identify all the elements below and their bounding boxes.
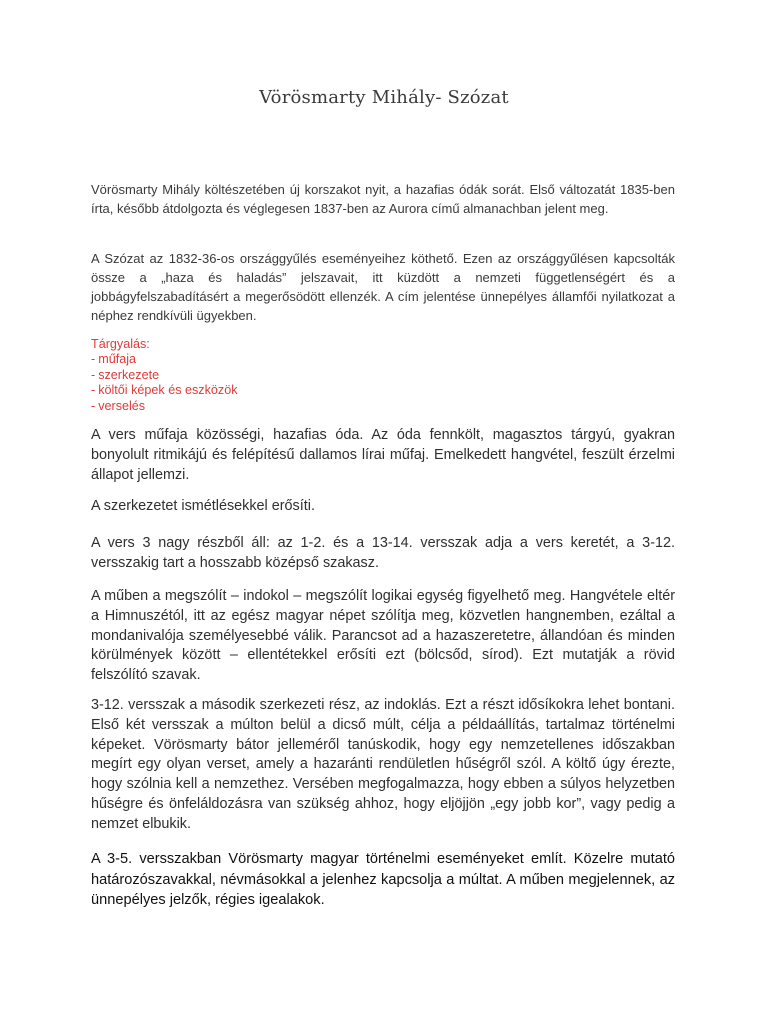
topic-item-label: műfaja (98, 352, 137, 367)
topics-heading: Tárgyalás: (91, 337, 150, 351)
intro-paragraph-2: A Szózat az 1832-36-os országgyűlés eseményeihez köthető. Ezen az országgyűlésen kapcsolták össze a „haza és haladás” jelszavait, itt küzdött a nemzeti függetlenségért és a jobbágyfelszabadításért a megerősödött ellenzék. A cím jelentése ünnepélyes államfői nyilatkozat a néphez rendkívüli ügyekben. (91, 251, 675, 323)
body-paragraph-parts: A vers 3 nagy részből áll: az 1-2. és a 13-14. versszak adja a vers keretét, a 3-12. versszakig tart a hosszabb középső szakasz. (91, 535, 675, 571)
final-paragraph: A 3-5. versszakban Vörösmarty magyar történelmi eseményeket említ. Közelre mutató határozószavakkal, névmásokkal a jelenhez kapcsolja a múltat. A műben megjelennek, az ünnepélyes jelzők, régies igealakok. (91, 851, 675, 909)
topic-item: - költői képek és eszközök (91, 383, 238, 398)
topic-item-label: verselés (98, 398, 146, 413)
body-paragraph-reasoning: 3-12. versszak a második szerkezeti rész, az indoklás. Ezt a részt idősíkokra lehet bontani. Első két versszak a múlton belül a dicső múlt, célja a példaállítás, tartalmaz történelmi képeket. Vörösmarty bátor jelleméről tanúskodik, hogy egy nemzetellenes időszakban megírt egy olyan verset, amely a hazaránti rendületlen hűségről szól. A költő úgy érezte, hogy szólnia kell a nemzethez. Versében megfogalmazza, hogy ebben a súlyos helyzetben hűségre és önfeláldozásra van szükség ahhoz, hogy eljöjjön „egy jobb kor”, vagy pedig a nemzet elbukik. (91, 697, 675, 832)
topics-list (91, 337, 491, 414)
body-paragraph-genre: A vers műfaja közösségi, hazafias óda. Az óda fennkölt, magasztos tárgyú, gyakran bonyolult ritmikájú és felépítésű dallamos lírai műfaj. Emelkedett hangvétel, feszült érzelmi állapot jellemzi. (91, 427, 675, 483)
topic-item-label: szerkezete (98, 367, 160, 382)
topic-item: - szerkezete (91, 367, 160, 382)
topic-item: - műfaja (91, 352, 137, 367)
topic-item-label: költői képek és eszközök (98, 383, 238, 398)
topic-item: - verselés (91, 398, 146, 413)
body-paragraph-address: A műben a megszólít – indokol – megszólít logikai egység figyelhető meg. Hangvétele eltér a Himnuszétól, itt az egész magyar népet szólítja meg, közvetlen hangnemben, ezáltal a mondanivalója személyesebbé válik. Parancsot ad a hazaszeretetre, állandóan és minden körülmények között – ellentétekkel erősíti ezt (bölcsőd, sírod). Ezt mutatják a rövid felszólító szavak. (91, 588, 675, 684)
intro-paragraph-1: Vörösmarty Mihály költészetében új korszakot nyit, a hazafias ódák sorát. Első változatát 1835-ben írta, később átdolgozta és véglegesen 1837-ben az Aurora című almanachban jelent meg. (91, 182, 675, 216)
body-paragraph-structure: A szerkezetet ismétlésekkel erősíti. (91, 498, 315, 514)
page-title: Vörösmarty Mihály- Szózat (259, 87, 509, 108)
